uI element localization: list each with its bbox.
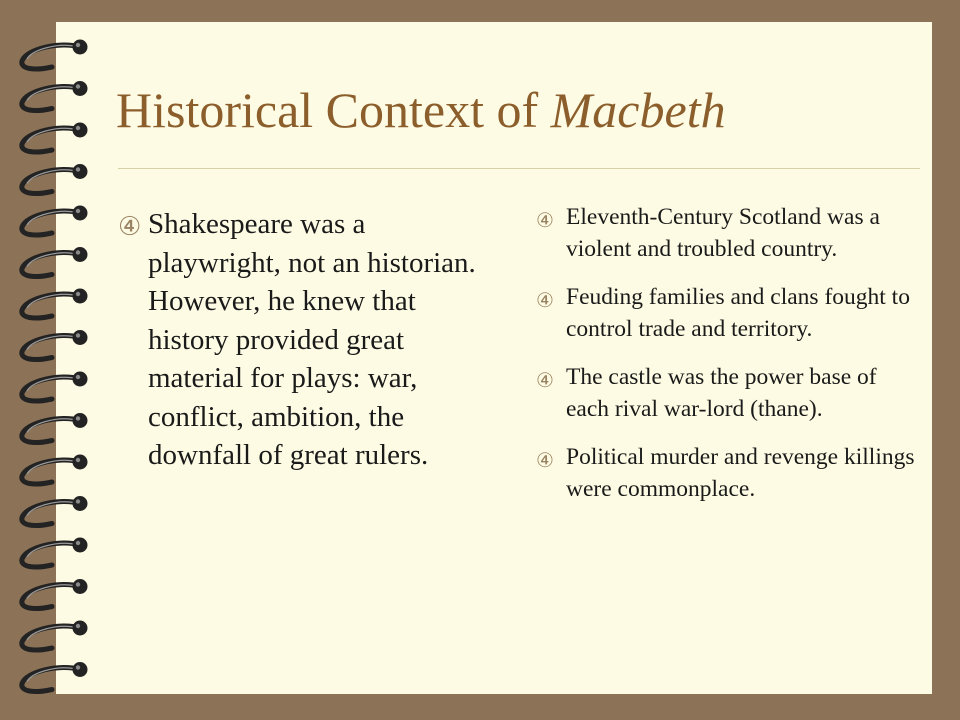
spiral-ring	[22, 206, 88, 236]
bullet-glyph-icon: ④	[536, 368, 554, 392]
spiral-ring	[22, 621, 88, 651]
spiral-ring	[22, 123, 88, 153]
left-bullet-list	[118, 205, 498, 475]
bullet-glyph-icon: ④	[536, 448, 554, 472]
spiral-ring	[22, 372, 88, 402]
spiral-ring	[22, 164, 88, 194]
title-divider	[118, 168, 920, 169]
title-play-name: Macbeth	[550, 82, 726, 138]
bullet-glyph-icon: ④	[536, 208, 554, 232]
bullet-item	[536, 362, 921, 425]
bullet-item	[536, 442, 921, 505]
spiral-ring	[22, 538, 88, 568]
spiral-ring	[22, 247, 88, 277]
bullet-item	[536, 282, 921, 345]
spiral-ring	[22, 40, 88, 70]
bullet-item	[118, 205, 498, 475]
bullet-text: Eleventh-Century Scotland was a violent and troubled country.	[566, 204, 880, 262]
bullet-text: The castle was the power base of each rival war-lord (thane).	[566, 364, 877, 422]
spiral-binding	[0, 0, 120, 720]
bullet-item	[536, 202, 921, 265]
spiral-ring	[22, 455, 88, 485]
bullet-text: Feuding families and clans fought to control trade and territory.	[566, 284, 910, 342]
bullet-glyph-icon: ④	[118, 212, 142, 242]
spiral-ring	[22, 81, 88, 111]
bullet-text: Shakespeare was a playwright, not an historian. However, he knew that history provided great material for plays: war, conflict, ambition, the downfall of great rulers.	[148, 208, 476, 471]
bullet-text: Political murder and revenge killings were commonplace.	[566, 444, 915, 502]
spiral-ring	[22, 289, 88, 319]
slide-title	[116, 78, 726, 142]
title-text: Historical Context of	[116, 82, 551, 138]
spiral-ring	[22, 662, 88, 692]
spiral-ring	[22, 579, 88, 609]
bullet-glyph-icon: ④	[536, 288, 554, 312]
right-bullet-list	[536, 202, 921, 522]
spiral-ring	[22, 496, 88, 526]
spiral-ring	[22, 330, 88, 360]
spiral-ring	[22, 413, 88, 443]
